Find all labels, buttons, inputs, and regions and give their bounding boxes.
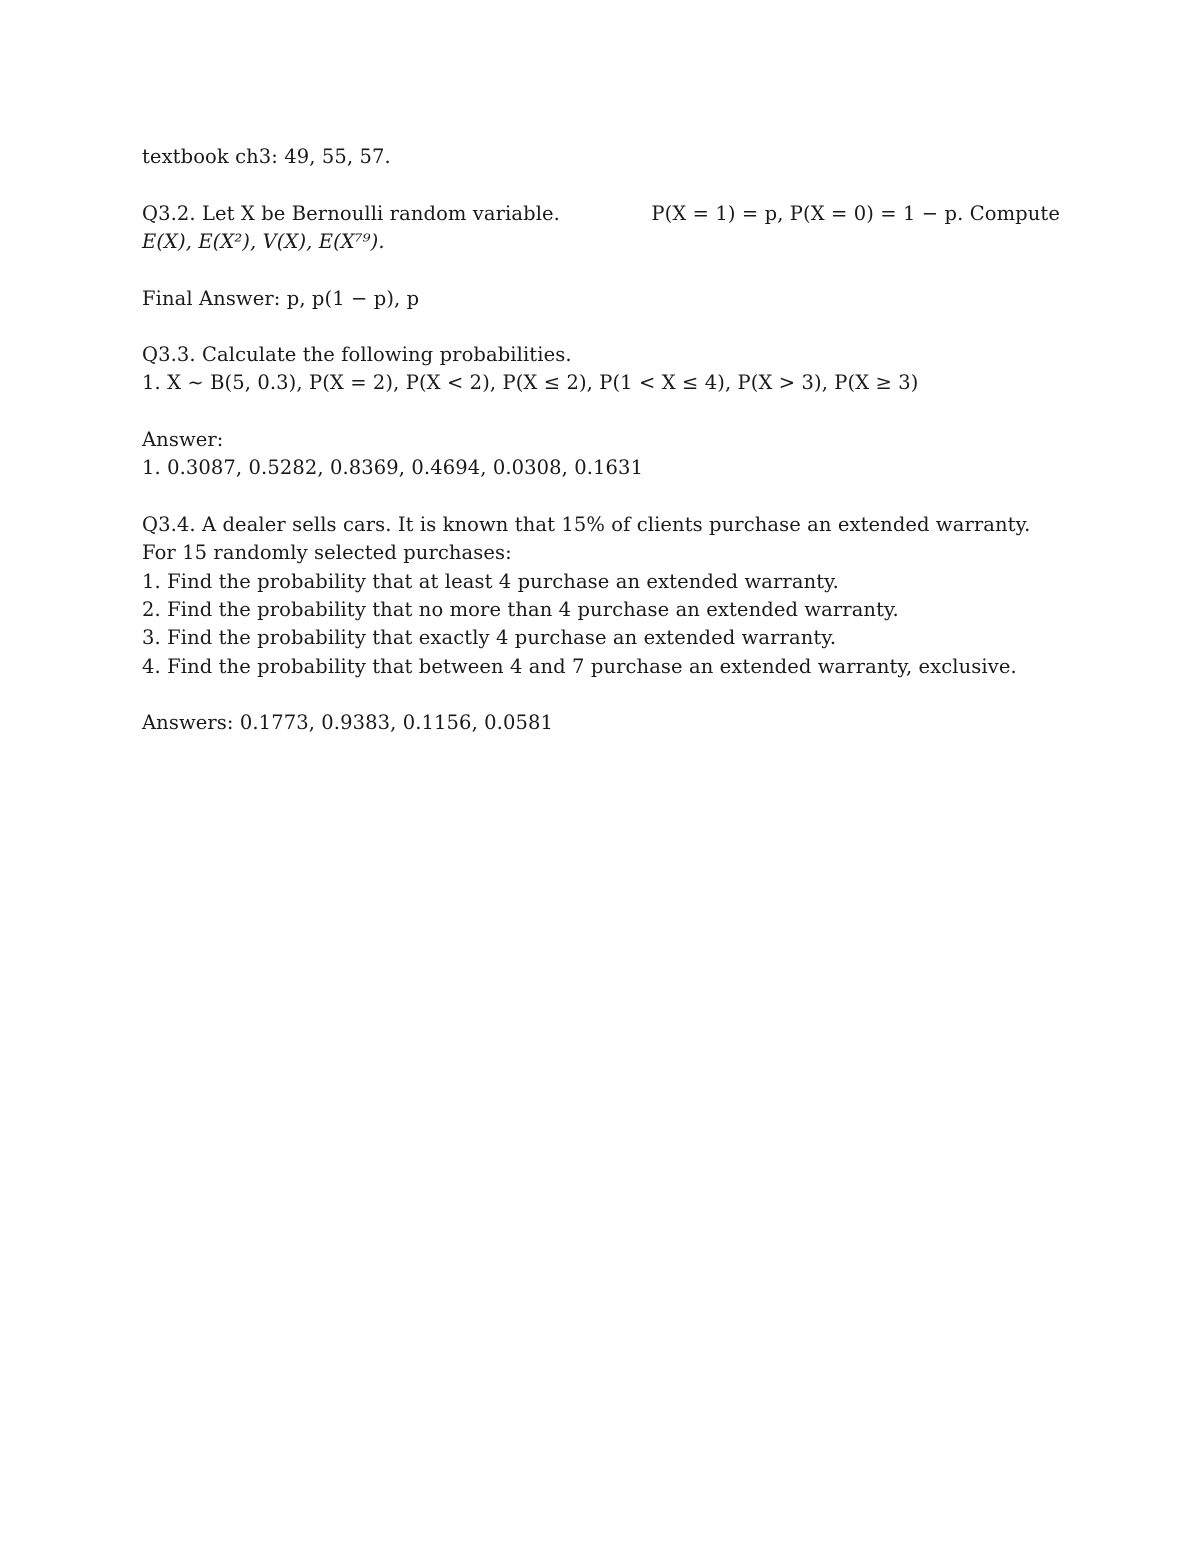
q34-line-2: For 15 randomly selected purchases:	[142, 541, 512, 564]
q34-item-4: 4. Find the probability that between 4 and 7 purchase an extended warranty, exclusive.	[142, 655, 1017, 678]
q33-item-1: 1. X ∼ B(5, 0.3), P(X = 2), P(X < 2), P(X ≤ 2), P(1 < X ≤ 4), P(X > 3), P(X ≥ 3)	[142, 371, 919, 394]
q32-final-answer: Final Answer: p, p(1 − p), p	[142, 287, 420, 310]
q34-item-1: 1. Find the probability that at least 4 purchase an extended warranty.	[142, 570, 839, 593]
q32-line-2: E(X), E(X²), V(X), E(X⁷⁹).	[142, 230, 385, 253]
q34-item-2: 2. Find the probability that no more than 4 purchase an extended warranty.	[142, 598, 899, 621]
q32-question-text: Q3.2. Let X be Bernoulli random variable.	[142, 202, 560, 225]
q34-item-3: 3. Find the probability that exactly 4 purchase an extended warranty.	[142, 626, 837, 649]
header-line: textbook ch3: 49, 55, 57.	[142, 145, 391, 168]
q32-line-1	[142, 200, 1060, 228]
q33-answer-label: Answer:	[142, 428, 224, 451]
q33-answer-1: 1. 0.3087, 0.5282, 0.8369, 0.4694, 0.0308, 0.1631	[142, 456, 644, 479]
q32-formula-text: P(X = 1) = p, P(X = 0) = 1 − p. Compute	[651, 202, 1060, 225]
q34-line-1: Q3.4. A dealer sells cars. It is known that 15% of clients purchase an extended warranty.	[142, 513, 1031, 536]
q34-answers: Answers: 0.1773, 0.9383, 0.1156, 0.0581	[142, 711, 553, 734]
q33-title: Q3.3. Calculate the following probabilities.	[142, 343, 572, 366]
